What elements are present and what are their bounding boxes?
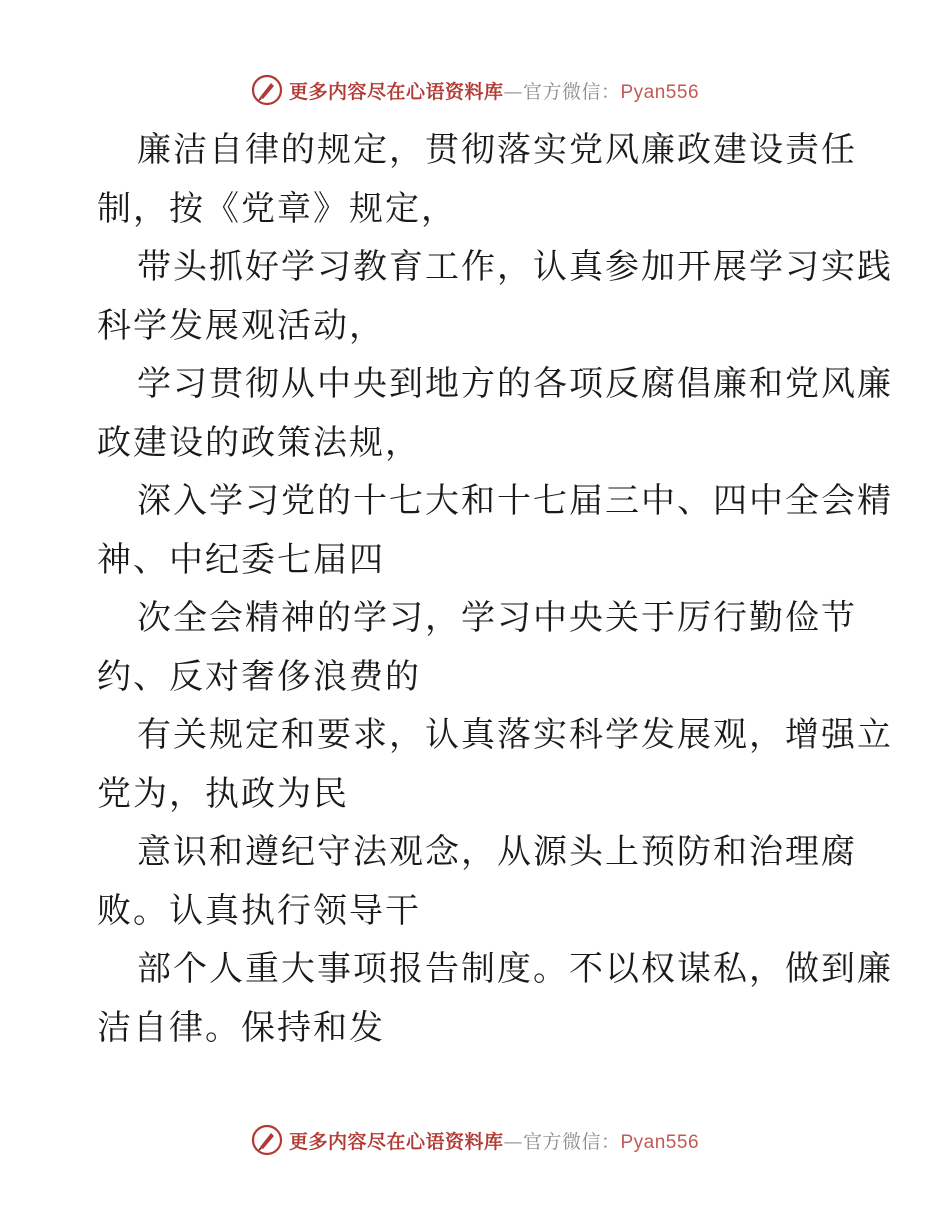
paragraph [97, 589, 857, 706]
paragraph-line: 廉洁自律的规定，贯彻落实党风廉政建设责任 [137, 130, 857, 170]
paragraph [97, 706, 893, 823]
watermark-dash: — [503, 1130, 523, 1153]
watermark-site: 更多内容尽在心语资料库 [288, 1130, 504, 1153]
paragraph-line: 神、中纪委七届四 [97, 539, 385, 580]
watermark-label: 官方微信： [522, 1130, 621, 1153]
paragraph-line: 洁自律。保持和发 [97, 1007, 385, 1048]
paragraph-line: 意识和遵纪守法观念，从源头上预防和治理腐 [137, 832, 857, 872]
paragraph [97, 823, 857, 940]
paragraph-line: 科学发展观活动， [97, 305, 385, 346]
watermark-label: 官方微信： [522, 80, 621, 103]
paragraph-line: 约、反对奢侈浪费的 [97, 656, 421, 697]
paragraph-line: 部个人重大事项报告制度。不以权谋私，做到廉 [137, 949, 893, 989]
paragraph-line: 带头抓好学习教育工作，认真参加开展学习实践 [137, 247, 893, 287]
footer-watermark [0, 1120, 950, 1160]
paragraph-line: 政建设的政策法规， [97, 422, 421, 463]
paragraph-line: 有关规定和要求，认真落实科学发展观，增强立 [137, 715, 893, 755]
paragraph-line: 学习贯彻从中央到地方的各项反腐倡廉和党风廉 [137, 364, 893, 404]
document-body [97, 121, 893, 1057]
watermark-id: Pyan556 [620, 81, 700, 103]
paragraph-line: 次全会精神的学习，学习中央关于厉行勤俭节 [137, 598, 857, 638]
paragraph [97, 238, 893, 355]
watermark-dash: — [503, 80, 523, 103]
watermark-text [289, 1127, 699, 1154]
quill-logo-icon [251, 1124, 283, 1156]
header-watermark [0, 70, 950, 110]
watermark-text [289, 77, 699, 104]
watermark-id: Pyan556 [620, 1131, 700, 1153]
paragraph-line: 败。认真执行领导干 [97, 890, 421, 931]
paragraph-line: 党为，执政为民 [97, 773, 349, 814]
paragraph-line: 制，按《党章》规定， [97, 188, 457, 229]
quill-logo-icon [251, 74, 283, 106]
paragraph [97, 940, 893, 1057]
paragraph [97, 121, 857, 238]
paragraph [97, 472, 893, 589]
watermark-site: 更多内容尽在心语资料库 [288, 80, 504, 103]
paragraph [97, 355, 893, 472]
paragraph-line: 深入学习党的十七大和十七届三中、四中全会精 [137, 481, 893, 521]
